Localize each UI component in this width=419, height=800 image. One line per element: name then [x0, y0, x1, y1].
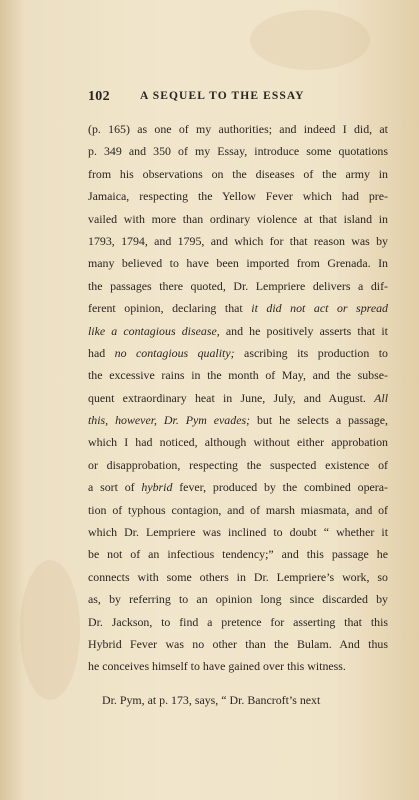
text-line: Hybrid Fever was no other than the Bulam. And thus — [88, 636, 388, 651]
running-header — [88, 89, 388, 109]
page-number: 102 — [88, 89, 110, 104]
text-line: or disapprobation, respecting the suspected existence of — [88, 457, 388, 472]
text-fragment: quent extraordinary heat in June, July, and August. — [88, 390, 375, 405]
next-paragraph — [88, 689, 388, 711]
text-line: be not of an infectious tendency;” and this passage he — [88, 547, 388, 562]
text-line: he conceives himself to have gained over this witness. — [88, 659, 346, 674]
text-fragment: ferent opinion, declaring that — [88, 301, 252, 316]
text-line: p. 349 and 350 of my Essay, introduce some quotations — [88, 144, 388, 159]
italic-text: like a contagious disease, — [88, 323, 220, 338]
text-line: from his observations on the diseases of the army in — [88, 166, 388, 181]
text-fragment: had — [88, 345, 115, 360]
text-line — [88, 342, 388, 364]
running-head-title: A SEQUEL TO THE ESSAY — [140, 90, 305, 102]
italic-text: no contagious quality; — [114, 345, 235, 360]
text-line: (p. 165) as one of my authorities; and indeed I did, at — [88, 122, 388, 136]
text-line: the passages there quoted, Dr. Lempriere delivers a dif- — [88, 278, 388, 293]
text-line — [88, 476, 388, 498]
text-line: Dr. Pym, at p. 173, says, “ Dr. Bancroft’s next — [102, 693, 321, 707]
italic-text: hybrid — [141, 480, 173, 495]
text-line: as, by referring to an opinion long since discarded by — [88, 592, 388, 607]
text-line: tion of typhous contagion, and of marsh miasmata, and of — [88, 502, 388, 517]
text-line: vailed with more than ordinary violence at that island in — [88, 211, 388, 226]
italic-text: it did not act or spread — [251, 301, 388, 316]
text-fragment: fever, produced by the combined opera- — [172, 480, 388, 495]
text-line: Dr. Jackson, to find a pretence for asserting that this — [88, 614, 388, 629]
text-line: many believed to have been imported from Grenada. In — [88, 256, 388, 271]
italic-text: this, however, Dr. Pym evades; — [88, 413, 251, 428]
paper-stain — [250, 10, 370, 70]
text-line — [88, 387, 388, 409]
paper-stain — [20, 560, 80, 700]
body-paragraph — [88, 118, 388, 678]
text-line: Jamaica, respecting the Yellow Fever which had pre- — [88, 189, 388, 204]
text-line — [88, 409, 388, 431]
text-line — [88, 320, 388, 342]
text-line — [88, 297, 388, 319]
text-line: the excessive rains in the month of May, and the subse- — [88, 368, 388, 383]
text-fragment: ascribing its production to — [234, 345, 388, 360]
text-fragment: but he selects a passage, — [250, 413, 388, 428]
text-line: connects with some others in Dr. Lempriere’s work, so — [88, 569, 388, 584]
italic-text: All — [374, 390, 388, 405]
text-line: which Dr. Lempriere was inclined to doubt “ whether it — [88, 525, 388, 540]
text-line: which I had noticed, although without either approbation — [88, 435, 388, 450]
text-fragment: and he positively asserts that it — [219, 323, 388, 338]
text-fragment: a sort of — [88, 480, 142, 495]
text-line: 1793, 1794, and 1795, and which for that reason was by — [88, 233, 388, 248]
